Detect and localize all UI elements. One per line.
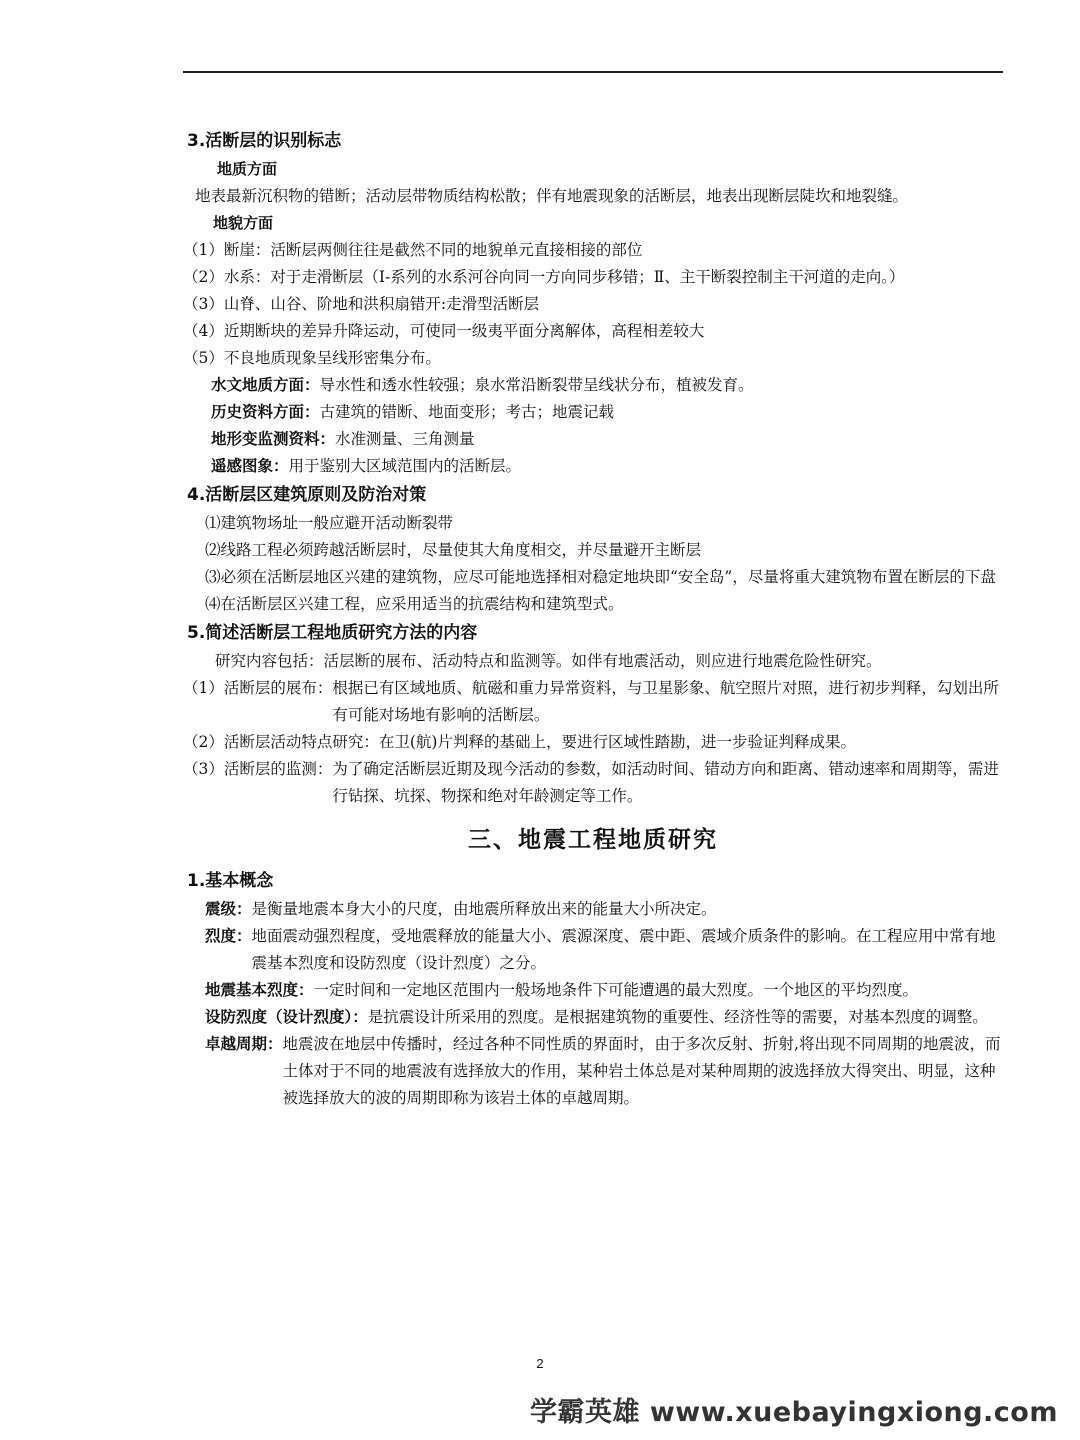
document-body xyxy=(183,126,1003,1112)
definition-item xyxy=(183,1004,1003,1031)
heading-3: 3.活断层的识别标志 xyxy=(187,131,342,151)
subheading-geology: 地质方面 xyxy=(217,160,278,178)
subheading-geomorphology: 地貌方面 xyxy=(213,214,274,232)
item-text: 在卫(航)片判释的基础上，要进行区域性踏勘，进一步验证判释成果。 xyxy=(378,733,856,751)
list-item: （4）近期断块的差异升降运动，可使同一级夷平面分离解体，高程相差较大 xyxy=(183,322,705,340)
extra-item xyxy=(183,426,1003,453)
item-label: （1）活断层的展布： xyxy=(183,679,333,697)
term-text: 地震波在地层中传播时，经过各种不同性质的界面时，由于多次反射、折射,将出现不同周期的地震波，而土体对于不同的地震波有选择放大的作用，某种岩土体总是对某种周期的波选择放大得突出、明显，这种被选择放大的波的周期即称为该岩土体的卓越周期。 xyxy=(282,1035,1001,1107)
term-label: 地震基本烈度： xyxy=(205,981,314,999)
brand-watermark: 学霸英雄 www.xuebayingxiong.com xyxy=(529,1397,1058,1428)
paragraph-geology: 地表最新沉积物的错断；活动层带物质结构松散；伴有地震现象的活断层，地表出现断层陡坎和地裂缝。 xyxy=(195,187,909,205)
page-number: 2 xyxy=(536,1356,544,1371)
item-text: 为了确定活断层近期及现今活动的参数，如活动时间、错动方向和距离、错动速率和周期等，需进行钻探、坑探、物探和绝对年龄测定等工作。 xyxy=(332,760,999,805)
item-label: （2）活断层活动特点研究： xyxy=(183,733,379,751)
term-label: 震级： xyxy=(205,900,252,918)
extra-text: 导水性和透水性较强；泉水常沿断裂带呈线状分布，植被发育。 xyxy=(319,376,754,394)
paragraph-intro: 研究内容包括：活层断的展布、活动特点和监测等。如伴有地震活动，则应进行地震危险性研究。 xyxy=(215,652,882,670)
term-text: 一定时间和一定地区范围内一般场地条件下可能遭遇的最大烈度。一个地区的平均烈度。 xyxy=(313,981,919,999)
list-item xyxy=(183,675,1003,729)
list-item: ⑶必须在活断层地区兴建的建筑物，应尽可能地选择相对稳定地块即“安全岛”，尽量将重大建筑物布置在断层的下盘 xyxy=(205,568,996,586)
extra-text: 水准测量、三角测量 xyxy=(335,430,475,448)
definition-item xyxy=(183,1031,1003,1112)
extra-label: 地形变监测资料： xyxy=(211,430,336,448)
definition-item xyxy=(183,923,1003,977)
extra-label: 水文地质方面： xyxy=(211,376,320,394)
definition-item xyxy=(183,896,1003,923)
list-item xyxy=(183,729,1003,756)
extra-label: 历史资料方面： xyxy=(211,403,320,421)
extra-item xyxy=(183,399,1003,426)
term-text: 是抗震设计所采用的烈度。是根据建筑物的重要性、经济性等的需要，对基本烈度的调整。 xyxy=(367,1008,988,1026)
list-item: ⑷在活断层区兴建工程，应采用适当的抗震结构和建筑型式。 xyxy=(205,595,624,613)
list-item: ⑵线路工程必须跨越活断层时，尽量使其大角度相交，并尽量避开主断层 xyxy=(205,541,702,559)
list-item xyxy=(183,756,1003,810)
section-title: 三、地震工程地质研究 xyxy=(468,827,718,853)
list-item: （3）山脊、山谷、阶地和洪积扇错开:走滑型活断层 xyxy=(183,295,540,313)
item-label: （3）活断层的监测： xyxy=(183,760,333,778)
term-text: 是衡量地震本身大小的尺度，由地震所释放出来的能量大小所决定。 xyxy=(251,900,717,918)
header-rule xyxy=(183,71,1003,73)
definition-item xyxy=(183,977,1003,1004)
term-text: 地面震动强烈程度，受地震释放的能量大小、震源深度、震中距、震域介质条件的影响。在工程应用中常有地震基本烈度和设防烈度（设计烈度）之分。 xyxy=(251,927,996,972)
term-label: 设防烈度（设计烈度）： xyxy=(205,1008,368,1026)
extra-item xyxy=(183,453,1003,480)
extra-label: 遥感图象： xyxy=(211,457,289,475)
item-text: 根据已有区域地质、航磁和重力异常资料，与卫星影象、航空照片对照，进行初步判释，勾划出所有可能对场地有影响的活断层。 xyxy=(332,679,999,724)
extra-item xyxy=(183,372,1003,399)
extra-text: 古建筑的错断、地面变形；考古；地震记载 xyxy=(319,403,615,421)
list-item: （1）断崖：活断层两侧往往是截然不同的地貌单元直接相接的部位 xyxy=(183,241,643,259)
list-item: （2）水系：对于走滑断层（Ⅰ-系列的水系河谷向同一方向同步移错；Ⅱ、主干断裂控制主干河道的走向。） xyxy=(183,268,905,286)
term-label: 烈度： xyxy=(205,927,252,945)
list-item: （5）不良地质现象呈线形密集分布。 xyxy=(183,349,441,367)
heading-4: 4.活断层区建筑原则及防治对策 xyxy=(187,485,427,505)
list-item: ⑴建筑物场址一般应避开活动断裂带 xyxy=(205,514,454,532)
heading-5: 5.简述活断层工程地质研究方法的内容 xyxy=(187,623,478,643)
heading-1: 1.基本概念 xyxy=(187,871,274,891)
term-label: 卓越周期： xyxy=(205,1035,283,1053)
extra-text: 用于鉴别大区域范围内的活断层。 xyxy=(288,457,522,475)
